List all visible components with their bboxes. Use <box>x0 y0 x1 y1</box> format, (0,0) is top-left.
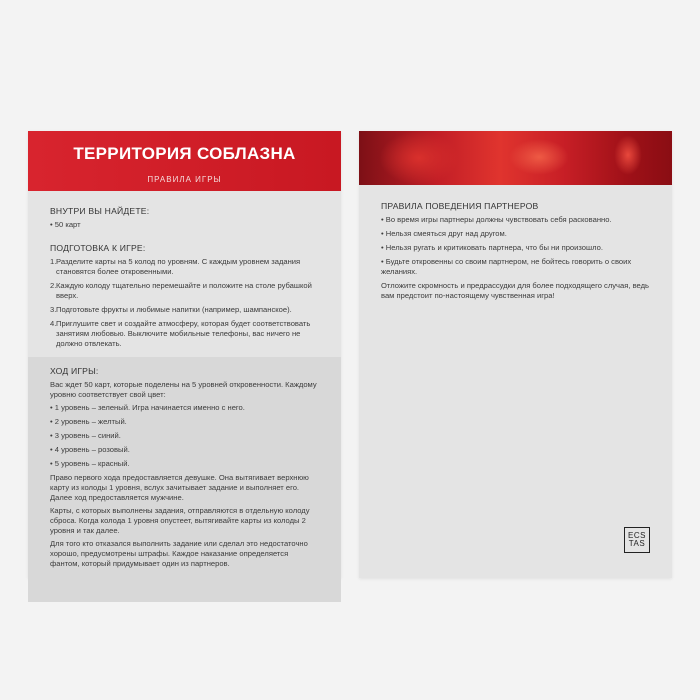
prep-step <box>50 319 319 349</box>
behavior-closing: Отложите скромность и предрассудки для более подходящего случая, ведь вам предстоит по-настоящему чувственная игра! <box>381 281 649 300</box>
behavior-rule: • Будьте откровенны со своим партнером, не бойтесь говорить о своих желаниях. <box>381 257 632 276</box>
level-item: • 1 уровень – зеленый. Игра начинается именно с него. <box>50 403 245 412</box>
level-item: • 2 уровень – желтый. <box>50 417 127 426</box>
prep-step-text: Подготовьте фрукты и любимые напитки (например, шампанское). <box>56 305 292 314</box>
prep-step-number: 2. <box>50 281 57 290</box>
inside-item: • 50 карт <box>50 220 81 229</box>
prep-step-number: 3. <box>50 305 57 314</box>
level-item: • 3 уровень – синий. <box>50 431 121 440</box>
prep-step-text: Разделите карты на 5 колод по уровням. С каждым уровнем задания становятся более откровенными. <box>56 257 301 276</box>
game-paragraph: Право первого хода предоставляется девушке. Она вытягивает верхнюю карту из колоды 1 уровня, вслух зачитывает задание и выполняет его. Далее ход предоставляется мужчине. <box>50 473 309 502</box>
prep-section <box>28 234 341 349</box>
game-paragraph: Карты, с которых выполнены задания, отправляются в отдельную колоду сброса. Когда колода 1 уровня опустеет, вытягивайте карты из колоды 2 уровня и так далее. <box>50 506 310 535</box>
logo-bottom-text: TAS <box>628 539 646 548</box>
behavior-section <box>359 185 672 301</box>
rules-card-front <box>28 131 341 578</box>
game-heading: ХОД ИГРЫ: <box>50 366 99 376</box>
behavior-rule: • Во время игры партнеры должны чувствовать себя раскованно. <box>381 215 612 224</box>
game-title: ТЕРРИТОРИЯ СОБЛАЗНА <box>73 144 296 163</box>
prep-step <box>50 281 319 301</box>
game-paragraph: Для того кто отказался выполнить задание или сделал это недостаточно хорошо, предусмотрены штрафы. Каждое наказание определяется фантом, который придумывает один из партнеров. <box>50 539 308 568</box>
level-item: • 5 уровень – красный. <box>50 459 130 468</box>
inside-heading: ВНУТРИ ВЫ НАЙДЕТЕ: <box>50 206 150 216</box>
ecstas-logo <box>624 527 650 553</box>
prep-step <box>50 257 319 277</box>
logo-top-text: ECS <box>628 531 646 540</box>
game-intro: Вас ждет 50 карт, которые поделены на 5 уровней откровенности. Каждому уровню соответствует свой цвет: <box>50 380 317 399</box>
behavior-heading: ПРАВИЛА ПОВЕДЕНИЯ ПАРТНЕРОВ <box>381 201 539 211</box>
header-photo <box>359 131 672 185</box>
card-header <box>28 131 341 191</box>
game-section <box>28 357 341 602</box>
prep-step-number: 1. <box>50 257 57 266</box>
rules-card-back <box>359 131 672 578</box>
prep-step-text: Приглушите свет и создайте атмосферу, которая будет соответствовать занятиям любовью. Выключите мобильные телефоны, вас ничего не должно отвлекать. <box>56 319 311 348</box>
behavior-rule: • Нельзя смеяться друг над другом. <box>381 229 507 238</box>
prep-step <box>50 305 319 315</box>
prep-step-number: 4. <box>50 319 57 328</box>
prep-step-text: Каждую колоду тщательно перемешайте и положите на столе рубашкой вверх. <box>56 281 312 300</box>
game-subtitle: ПРАВИЛА ИГРЫ <box>147 175 222 184</box>
inside-section <box>28 191 341 230</box>
level-item: • 4 уровень – розовый. <box>50 445 130 454</box>
behavior-rule: • Нельзя ругать и критиковать партнера, что бы ни произошло. <box>381 243 603 252</box>
prep-heading: ПОДГОТОВКА К ИГРЕ: <box>50 243 146 253</box>
